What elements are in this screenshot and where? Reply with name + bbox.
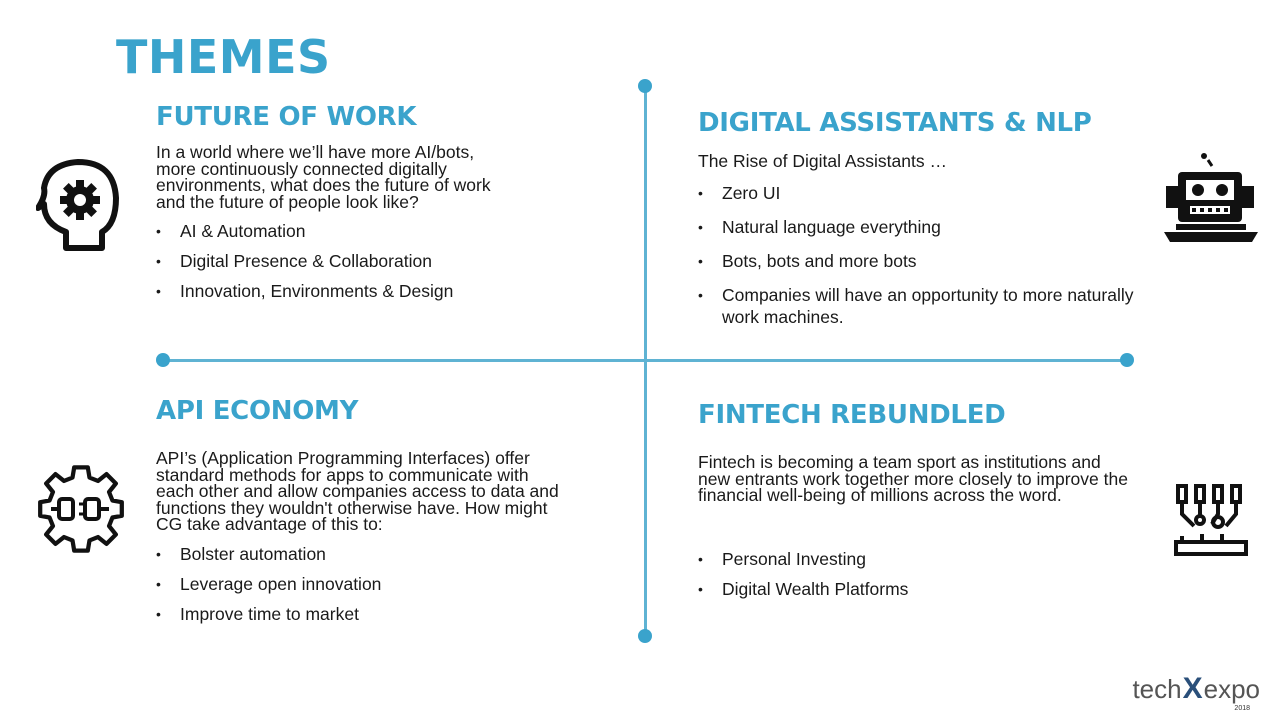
quadrant-digital-assistants bbox=[698, 108, 1138, 340]
quadrant-heading: FUTURE OF WORK bbox=[156, 102, 417, 132]
bullet-list bbox=[156, 220, 556, 302]
list-item: • Digital Wealth Platforms bbox=[698, 578, 1138, 600]
page-title: THEMES bbox=[116, 30, 331, 84]
bullet-list bbox=[698, 182, 1138, 328]
quadrant-intro: In a world where we’ll have more AI/bots, more continuously connected digitally environments, what does the future of work and the future of people look like? bbox=[156, 142, 491, 212]
head-gear-icon bbox=[36, 158, 120, 257]
list-item: • Companies will have an opportunity to more naturally work machines. bbox=[698, 284, 1138, 328]
list-item: • Innovation, Environments & Design bbox=[156, 280, 556, 302]
bullet-list bbox=[698, 548, 1138, 600]
logo-year: 2018 bbox=[1234, 705, 1250, 712]
gear-plug-icon bbox=[34, 462, 128, 561]
divider-dot-bottom bbox=[638, 629, 652, 643]
list-item: • Zero UI bbox=[698, 182, 1138, 204]
list-item: • Natural language everything bbox=[698, 216, 1138, 238]
robot-arms-icon bbox=[1172, 484, 1250, 565]
list-item: • Personal Investing bbox=[698, 548, 1138, 570]
list-item: • AI & Automation bbox=[156, 220, 556, 242]
quadrant-intro: The Rise of Digital Assistants … bbox=[698, 151, 947, 171]
list-item: • Digital Presence & Collaboration bbox=[156, 250, 556, 272]
logo-prefix: tech bbox=[1132, 674, 1182, 704]
quadrant-heading: API ECONOMY bbox=[156, 396, 359, 426]
divider-dot-right bbox=[1120, 353, 1134, 367]
quadrant-heading: FINTECH REBUNDLED bbox=[698, 400, 1006, 430]
bullet-list bbox=[156, 543, 576, 625]
quadrant-api-economy bbox=[156, 396, 576, 633]
list-item: • Improve time to market bbox=[156, 603, 576, 625]
quadrant-intro: Fintech is becoming a team sport as institutions and new entrants work together more closely to improve the financial well-being of millions across the word. bbox=[698, 452, 1128, 505]
quadrant-fintech bbox=[698, 400, 1138, 608]
logo-x: X bbox=[1182, 672, 1203, 705]
divider-dot-top bbox=[638, 79, 652, 93]
logo-suffix: expo bbox=[1203, 674, 1260, 704]
list-item: • Bots, bots and more bots bbox=[698, 250, 1138, 272]
divider-dot-left bbox=[156, 353, 170, 367]
horizontal-divider bbox=[163, 359, 1127, 362]
quadrant-intro: API’s (Application Programming Interfaces) offer standard methods for apps to communicate with each other and allow companies access to data and functions they wouldn't otherwise have. How might CG take advantage of this to: bbox=[156, 448, 559, 534]
list-item: • Leverage open innovation bbox=[156, 573, 576, 595]
quadrant-heading: DIGITAL ASSISTANTS & NLP bbox=[698, 108, 1092, 138]
robot-laptop-icon bbox=[1162, 150, 1260, 251]
quadrant-future-of-work bbox=[156, 102, 556, 310]
list-item: • Bolster automation bbox=[156, 543, 576, 565]
techxexpo-logo bbox=[1132, 672, 1260, 712]
